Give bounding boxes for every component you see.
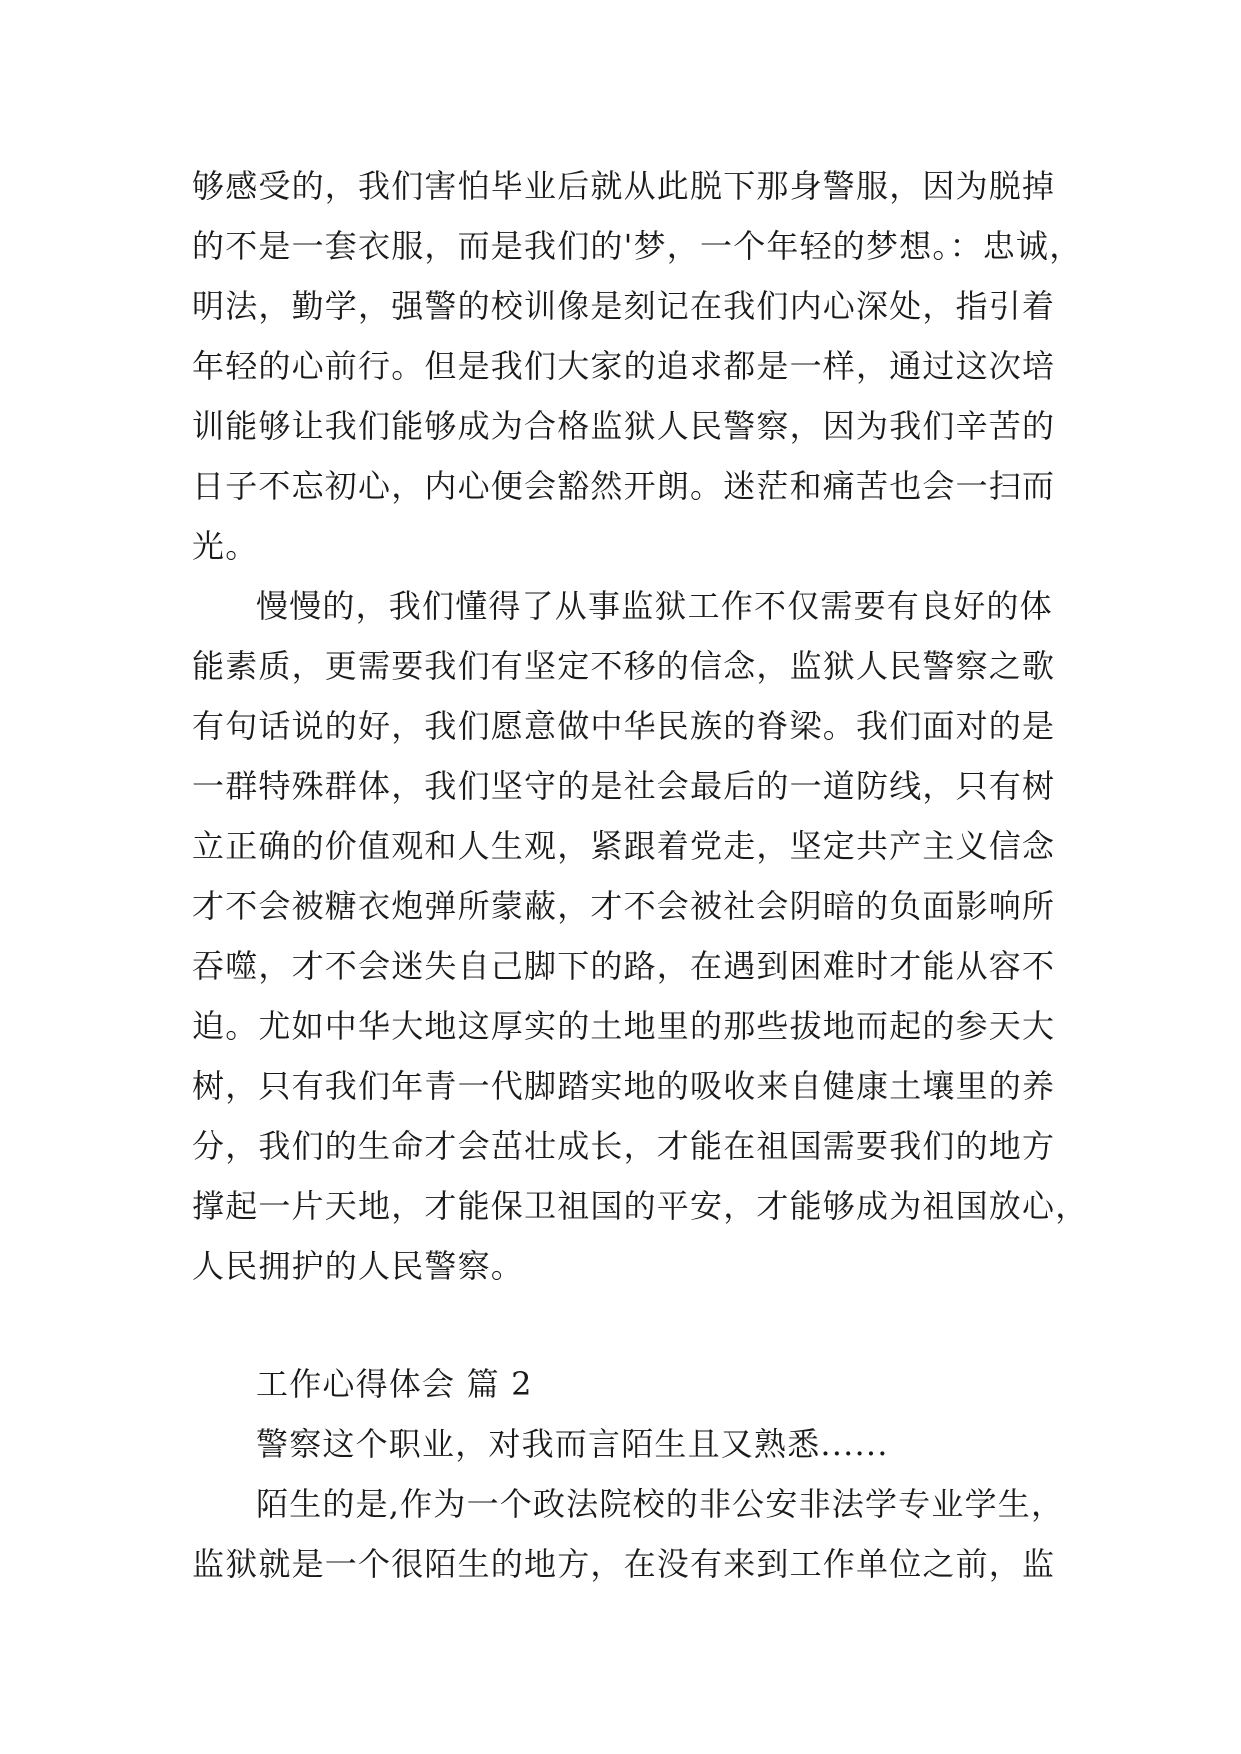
paragraph	[192, 156, 1083, 576]
text-line: 能素质，更需要我们有坚定不移的信念，监狱人民警察之歌	[192, 647, 1056, 685]
text-line: 立正确的价值观和人生观，紧跟着党走，坚定共产主义信念	[192, 827, 1056, 865]
text-line: 够感受的，我们害怕毕业后就从此脱下那身警服，因为脱掉	[192, 167, 1056, 205]
text-line: 树，只有我们年青一代脚踏实地的吸收来自健康土壤里的养	[192, 1067, 1056, 1105]
text-line: 监狱就是一个很陌生的地方，在没有来到工作单位之前，监	[192, 1545, 1056, 1583]
paragraph	[192, 1414, 1052, 1474]
document-page	[192, 156, 1089, 1594]
text-line: 慢慢的，我们懂得了从事监狱工作不仅需要有良好的体	[256, 587, 1053, 625]
text-line: 年轻的心前行。但是我们大家的追求都是一样，通过这次培	[192, 347, 1056, 385]
text-line: 迫。尤如中华大地这厚实的土地里的那些拔地而起的参天大	[192, 1007, 1056, 1045]
text-line: 分，我们的生命才会茁壮成长，才能在祖国需要我们的地方	[192, 1127, 1056, 1165]
text-line: 撑起一片天地，才能保卫祖国的平安，才能够成为祖国放心，	[192, 1187, 1089, 1225]
text-line: 人民拥护的人民警察。	[192, 1247, 525, 1285]
paragraph	[192, 1474, 1065, 1594]
text-line: 明法，勤学，强警的校训像是刻记在我们内心深处，指引着	[192, 287, 1056, 325]
text-line: 陌生的是,作为一个政法院校的非公安非法学专业学生，	[256, 1485, 1065, 1523]
section-spacer	[192, 1296, 1052, 1354]
paragraph	[192, 576, 1089, 1296]
section-heading: 工作心得体会 篇 2	[256, 1365, 533, 1403]
text-line: 训能够让我们能够成为合格监狱人民警察，因为我们辛苦的	[192, 407, 1056, 445]
text-line: 吞噬，才不会迷失自己脚下的路，在遇到困难时才能从容不	[192, 947, 1056, 985]
text-line: 光。	[192, 527, 259, 565]
text-line: 一群特殊群体，我们坚守的是社会最后的一道防线，只有树	[192, 767, 1056, 805]
text-line: 的不是一套衣服，而是我们的'梦，一个年轻的梦想。：忠诚，	[192, 227, 1083, 265]
text-line: 日子不忘初心，内心便会豁然开朗。迷茫和痛苦也会一扫而	[192, 467, 1056, 505]
text-line: 有句话说的好，我们愿意做中华民族的脊梁。我们面对的是	[192, 707, 1056, 745]
text-line: 才不会被糖衣炮弹所蒙蔽，才不会被社会阴暗的负面影响所	[192, 887, 1056, 925]
text-line: 警察这个职业，对我而言陌生且又熟悉......	[256, 1425, 889, 1463]
